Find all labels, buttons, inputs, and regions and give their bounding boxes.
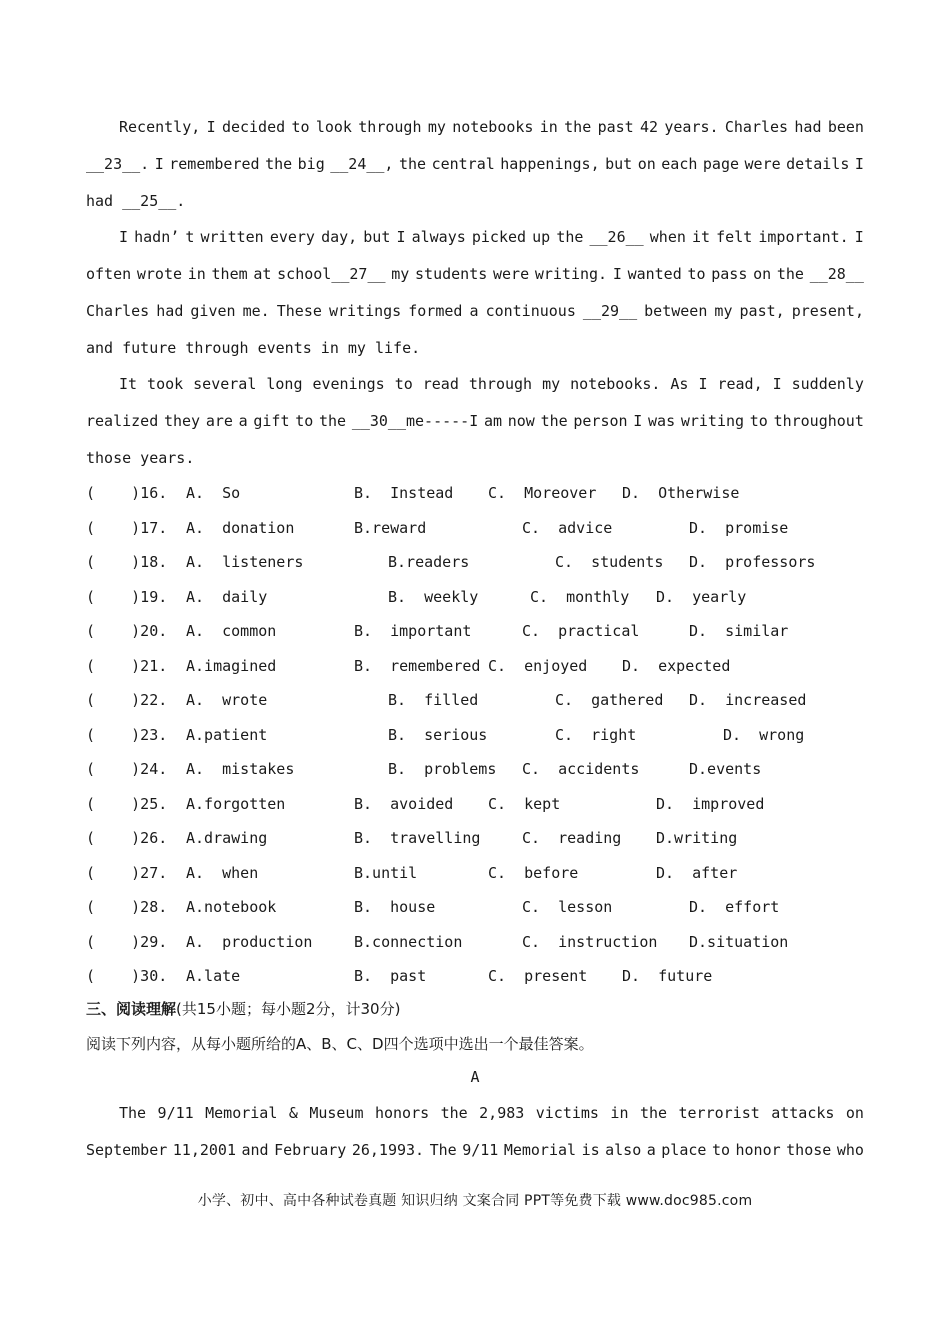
word: t [185, 228, 195, 246]
question-number[interactable]: ( )30. [86, 967, 168, 985]
word: a [238, 412, 248, 430]
word: was [648, 412, 676, 430]
question-row [86, 620, 886, 642]
option-b: B. past [354, 967, 427, 985]
option-c: C. Moreover [488, 484, 597, 502]
question-row [86, 655, 886, 677]
word: my [427, 118, 446, 136]
word: Charles [724, 118, 789, 136]
word: past [597, 118, 634, 136]
word: were [493, 265, 530, 283]
passage-line [86, 153, 864, 190]
question-number[interactable]: ( )27. [86, 863, 168, 882]
question-number[interactable]: ( )26. [86, 829, 168, 847]
word: 42 [640, 118, 659, 136]
question-number[interactable]: ( )29. [86, 932, 168, 951]
passage-line [86, 116, 864, 153]
option-d: D. effort [689, 898, 780, 916]
section-heading [86, 998, 400, 1020]
word: The [119, 1104, 147, 1122]
word: 9/11 [462, 1141, 499, 1159]
option-c: C. reading [522, 829, 622, 847]
option-c: C. present [488, 967, 588, 985]
option-b: B. serious [388, 725, 488, 744]
word: at [253, 265, 272, 283]
word: my [542, 375, 561, 393]
word: 26,1993. [351, 1141, 425, 1159]
word: picked [471, 228, 527, 246]
option-c: C. practical [522, 622, 640, 640]
word: gift [253, 412, 290, 430]
option-d: D. similar [689, 622, 789, 640]
word: decided [221, 118, 286, 136]
question-number[interactable]: ( )28. [86, 898, 168, 916]
option-b: B. important [354, 622, 472, 640]
option-a: A.forgotten [186, 794, 286, 813]
word: I [612, 265, 622, 283]
word: had [794, 118, 822, 136]
option-a: A.notebook [186, 898, 277, 916]
word: and [241, 1141, 269, 1159]
passage-line [86, 300, 864, 337]
word: pass [711, 265, 748, 283]
word: who [836, 1141, 864, 1159]
option-c: C. enjoyed [488, 656, 588, 675]
word: place [661, 1141, 707, 1159]
option-d: D. future [622, 967, 713, 985]
word: attacks [771, 1104, 835, 1122]
passage-line [86, 263, 864, 300]
option-b: B. travelling [354, 829, 481, 847]
word: I [206, 118, 216, 136]
option-c: C. gathered [555, 691, 664, 709]
word: look [315, 118, 352, 136]
word: to [394, 375, 413, 393]
word: honors [374, 1104, 430, 1122]
word: suddenly [791, 375, 864, 393]
word: I [119, 228, 129, 246]
option-d: D. Otherwise [622, 484, 740, 502]
word: to [687, 265, 706, 283]
word: I [633, 412, 643, 430]
option-c: C. students [555, 553, 664, 571]
option-d: D.events [689, 760, 762, 778]
option-a: A.late [186, 967, 241, 985]
option-b: B. remembered [354, 656, 481, 675]
option-d: D. after [656, 863, 738, 882]
option-a: A. mistakes [186, 760, 295, 778]
option-c: C. right [555, 725, 637, 744]
word: several [193, 375, 257, 393]
word: me. [242, 302, 270, 320]
word: but [605, 155, 633, 173]
word: formed [408, 302, 463, 320]
word: important. [758, 228, 849, 246]
option-b: B.connection [354, 932, 463, 951]
word: had [156, 302, 184, 320]
question-row [86, 724, 886, 746]
word: the [265, 155, 293, 173]
question-row [86, 586, 886, 608]
word: but [363, 228, 391, 246]
word: read [422, 375, 459, 393]
option-d: D. increased [689, 691, 807, 709]
word: were [744, 155, 781, 173]
word: 11,2001 [172, 1141, 236, 1159]
question-number[interactable]: ( )25. [86, 794, 168, 813]
question-row [86, 965, 886, 987]
word: central [431, 155, 495, 173]
question-number[interactable]: ( )20. [86, 622, 168, 640]
option-b: B. house [354, 898, 436, 916]
word: the [319, 412, 347, 430]
word: now [507, 412, 535, 430]
word: Memorial [205, 1104, 278, 1122]
word: on [637, 155, 656, 173]
question-number[interactable]: ( )17. [86, 518, 168, 537]
word: details [786, 155, 850, 173]
section-instruction: 阅读下列内容，从每小题所给的A、B、C、D四个选项中选出一个最佳答案。 [86, 1035, 594, 1053]
word: through [358, 118, 422, 136]
word: These [276, 302, 322, 320]
option-b: B. avoided [354, 794, 454, 813]
word: I [854, 228, 864, 246]
word: I [772, 375, 782, 393]
option-b: B. Instead [354, 484, 454, 502]
option-c: C. instruction [522, 932, 658, 951]
option-a: A.imagined [186, 656, 277, 675]
word: a [469, 302, 479, 320]
word: remembered [169, 155, 260, 173]
word: continuous [485, 302, 576, 320]
word: in [610, 1104, 629, 1122]
word: page [702, 155, 740, 173]
word: present, [791, 302, 864, 320]
question-row [86, 482, 886, 504]
word: is [581, 1141, 600, 1159]
word: a [646, 1141, 656, 1159]
option-a: A. listeners [186, 553, 304, 571]
word: hadn’ [134, 228, 180, 246]
passage-line [86, 410, 864, 447]
word: the [440, 1104, 468, 1122]
word: them [211, 265, 248, 283]
option-d: D. promise [689, 518, 789, 537]
word: in [539, 118, 558, 136]
word: I [698, 375, 708, 393]
word: it [692, 228, 711, 246]
option-d: D.writing [656, 829, 738, 847]
word: are [205, 412, 233, 430]
word: throughout [773, 412, 864, 430]
option-d: D. yearly [656, 587, 747, 606]
question-row [86, 931, 886, 953]
question-row [86, 517, 886, 539]
option-c: C. kept [488, 794, 561, 813]
option-a: A. daily [186, 587, 268, 606]
word: writing [680, 412, 745, 430]
passage-paragraph-3 [86, 373, 864, 484]
word: As [670, 375, 689, 393]
question-row [86, 689, 886, 711]
word: students [415, 265, 488, 283]
word: the [556, 228, 584, 246]
option-b: B. weekly [388, 587, 479, 606]
option-d: D.situation [689, 932, 789, 951]
word: written [200, 228, 264, 246]
word: to [711, 1141, 730, 1159]
word: my [391, 265, 410, 283]
question-row [86, 793, 886, 815]
word: in [187, 265, 206, 283]
passage-paragraph-1 [86, 116, 864, 227]
option-a: A. production [186, 932, 313, 951]
option-a: A.patient [186, 725, 268, 744]
option-a: A. common [186, 622, 277, 640]
word: __26__ [589, 228, 644, 246]
question-row [86, 827, 886, 849]
question-row [86, 862, 886, 884]
word: on [845, 1104, 864, 1122]
word: I [396, 228, 406, 246]
passage-line: those years. [86, 449, 195, 467]
option-a: A.drawing [186, 829, 268, 847]
option-c: C. before [488, 863, 579, 882]
word: realized [86, 412, 159, 430]
word: Charles [86, 302, 150, 320]
word: to [291, 118, 310, 136]
word: September [86, 1141, 168, 1159]
word: took [147, 375, 184, 393]
word: when [649, 228, 686, 246]
word: notebooks. [570, 375, 661, 393]
word: writing. [534, 265, 608, 283]
word: they [163, 412, 201, 430]
word: __28__ [809, 265, 864, 283]
passage-label: A [470, 1068, 480, 1086]
passage-paragraph-2 [86, 226, 864, 374]
question-number[interactable]: ( )18. [86, 553, 168, 571]
passage-line: had __25__. [86, 192, 186, 210]
word: Museum [309, 1104, 364, 1122]
word: I [154, 155, 164, 173]
word: between [644, 302, 708, 320]
passage-line [86, 226, 864, 263]
word: honor [735, 1141, 781, 1159]
option-d: D. improved [656, 794, 765, 813]
word: 2,983 [479, 1104, 525, 1122]
question-number[interactable]: ( )22. [86, 691, 168, 709]
section-title-note: (共15小题；每小题2分，计30分) [176, 1000, 401, 1018]
option-d: D. expected [622, 656, 731, 675]
option-a: A. wrote [186, 691, 268, 709]
word: __24__, [330, 155, 394, 173]
option-c: C. accidents [522, 760, 640, 778]
word: am [483, 412, 503, 430]
word: The [429, 1141, 457, 1159]
word: every [269, 228, 315, 246]
section-title: 三、阅读理解 [86, 1000, 177, 1018]
word: to [295, 412, 314, 430]
reading-line [86, 1102, 864, 1139]
word: my [714, 302, 733, 320]
word: given [190, 302, 236, 320]
question-number[interactable]: ( )24. [86, 760, 168, 778]
option-b: B.until [354, 863, 418, 882]
question-number[interactable]: ( )23. [86, 725, 168, 744]
word: __30__me-----I [351, 412, 479, 430]
word: up [532, 228, 551, 246]
question-row [86, 896, 886, 918]
word: person [573, 412, 628, 430]
word: felt [716, 228, 753, 246]
word: terrorist [678, 1104, 760, 1122]
question-number[interactable]: ( )19. [86, 587, 168, 606]
word: I [854, 155, 864, 173]
passage-line: and future through events in my life. [86, 339, 421, 357]
word: February [274, 1141, 347, 1159]
word: long [266, 375, 303, 393]
reading-line [86, 1139, 864, 1176]
word: often [86, 265, 132, 283]
word: notebooks [452, 118, 534, 136]
option-b: B. filled [388, 691, 479, 709]
word: evenings [312, 375, 385, 393]
word: wanted [627, 265, 682, 283]
word: __29__ [582, 302, 638, 320]
question-row [86, 758, 886, 780]
word: happenings, [500, 155, 600, 173]
option-c: C. lesson [522, 898, 613, 916]
word: the [639, 1104, 668, 1122]
option-d: D. wrong [723, 725, 805, 744]
option-a: A. donation [186, 518, 295, 537]
passage-line [86, 373, 864, 410]
question-number[interactable]: ( )21. [86, 656, 168, 675]
word: the [540, 412, 568, 430]
reading-passage-a [86, 1102, 864, 1176]
word: & [288, 1104, 298, 1122]
question-row [86, 551, 886, 573]
footer-banner: 小学、初中、高中各种试卷真题 知识归纳 文案合同 PPT等免费下载 www.doc985.com [197, 1193, 753, 1209]
word: past, [739, 302, 785, 320]
word: writings [328, 302, 402, 320]
word: wrote [136, 265, 183, 283]
word: years. [664, 118, 719, 136]
word: the [564, 118, 592, 136]
word: the [776, 265, 804, 283]
word: through [468, 375, 533, 393]
question-number[interactable]: ( )16. [86, 484, 168, 502]
word: victims [535, 1104, 599, 1122]
option-b: B.reward [354, 518, 427, 537]
word: big [297, 155, 325, 173]
word: always [411, 228, 466, 246]
option-c: C. monthly [530, 587, 630, 606]
option-d: D. professors [689, 553, 816, 571]
word: school__27__ [277, 265, 386, 283]
word: those [786, 1141, 832, 1159]
word: on [753, 265, 772, 283]
word: each [661, 155, 698, 173]
word: read, [717, 375, 763, 393]
option-a: A. when [186, 863, 259, 882]
option-c: C. advice [522, 518, 613, 537]
word: Memorial [503, 1141, 577, 1159]
word: the [398, 155, 427, 173]
word: It [119, 375, 138, 393]
word: __23__. [86, 155, 150, 173]
word: day, [321, 228, 358, 246]
word: Recently, [119, 118, 201, 136]
word: been [827, 118, 864, 136]
option-b: B. problems [388, 760, 497, 778]
word: also [605, 1141, 642, 1159]
option-b: B.readers [388, 553, 470, 571]
option-a: A. So [186, 484, 241, 502]
word: 9/11 [157, 1104, 194, 1122]
word: to [749, 412, 768, 430]
